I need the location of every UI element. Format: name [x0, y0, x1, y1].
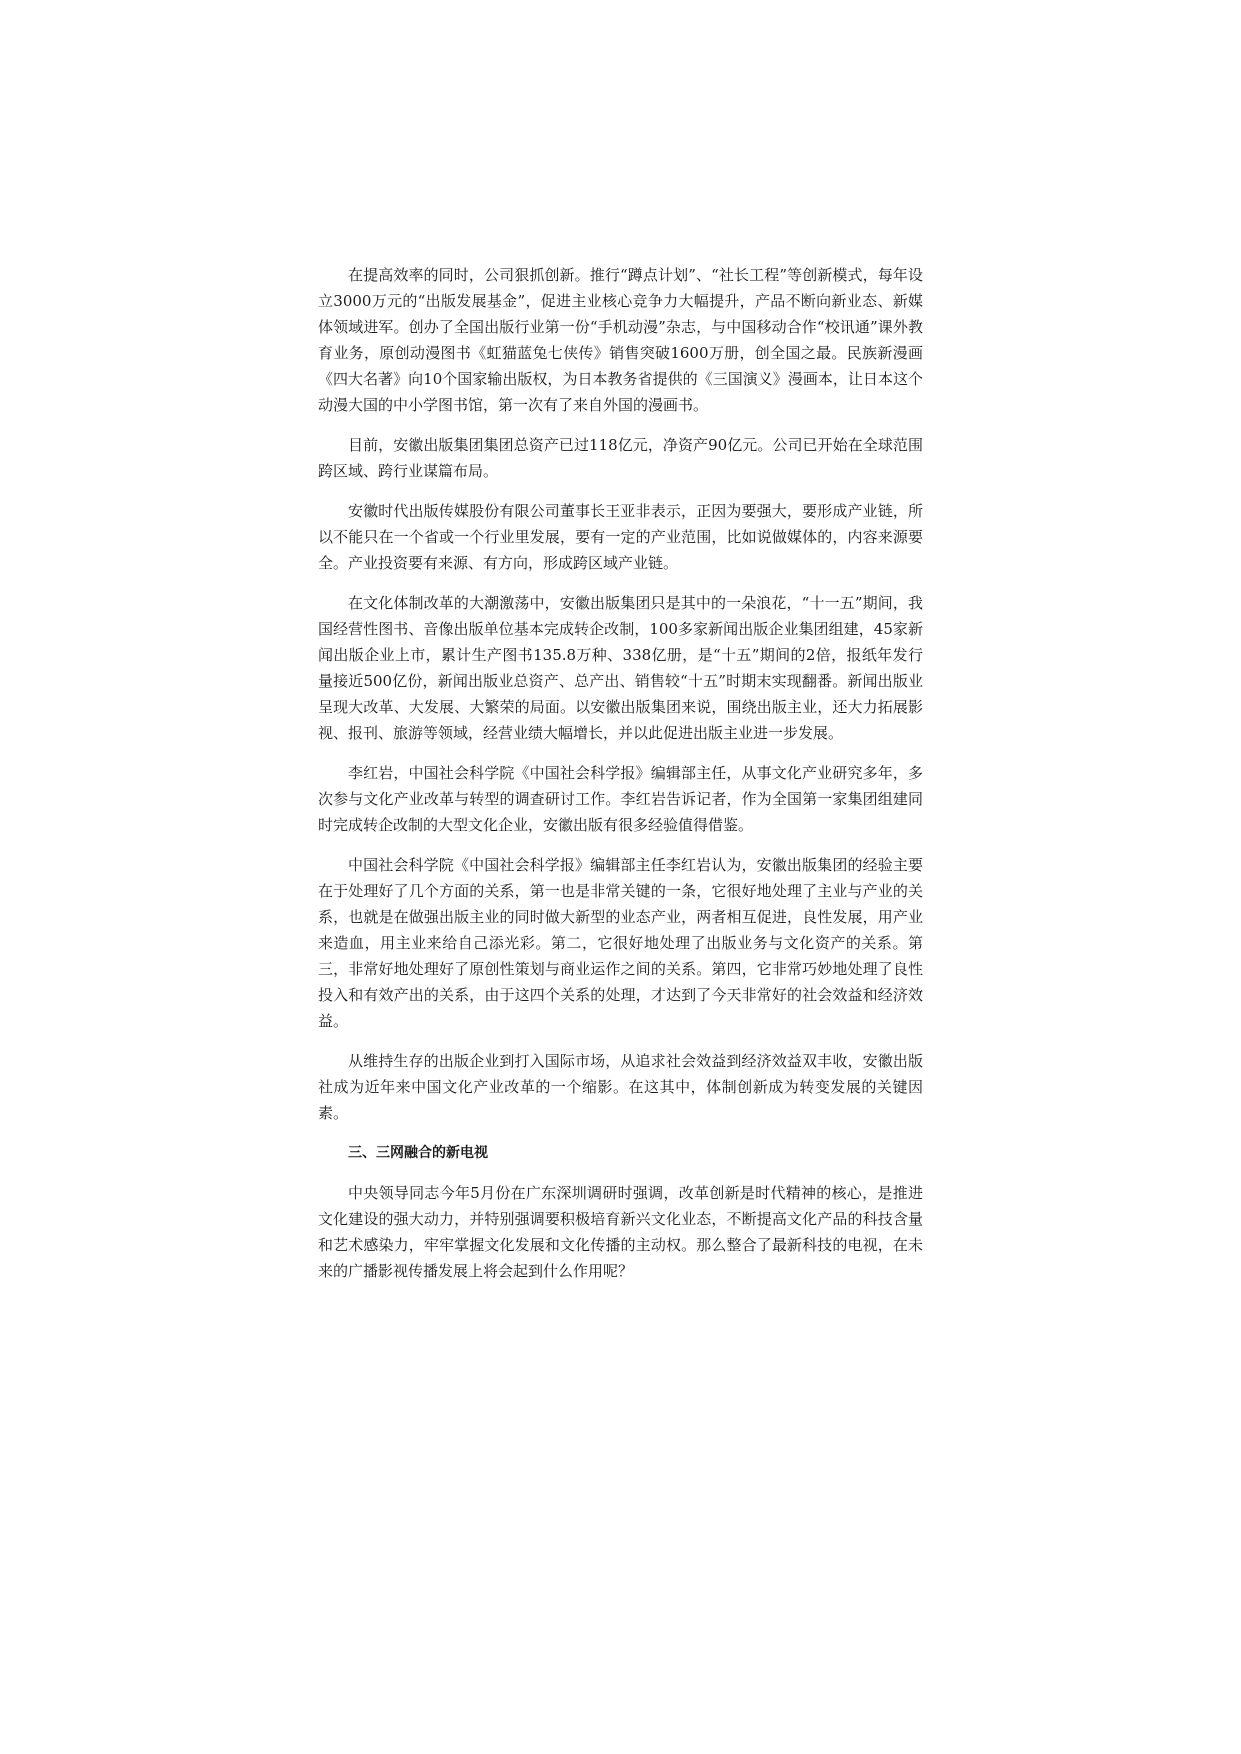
paragraph-li-hongyan-analysis: 中国社会科学院《中国社会科学报》编辑部主任李红岩认为，安徽出版集团的经验主要在于处理好了几个方面的关系，第一也是非常关键的一条，它很好地处理了主业与产业的关系，也就是在做强出版主业的同时做大新型的业态产业，两者相互促进，良性发展，用产业来造血，用主业来给自己添光彩。第二，它很好地处理了出版业务与文化资产的关系。第三，非常好地处理好了原创性策划与商业运作之间的关系。第四，它非常巧妙地处理了良性投入和有效产出的关系，由于这四个关系的处理，才达到了今天非常好的社会效益和经济效益。 [318, 856, 923, 1030]
paragraph-chairman-statement: 安徽时代出版传媒股份有限公司董事长王亚非表示，正因为要强大，要形成产业链，所以不能只在一个省或一个行业里发展，要有一定的产业范围，比如说做媒体的，内容来源要全。产业投资要有来源、有方向，形成跨区域产业链。 [318, 502, 923, 572]
section-heading: 三、三网融合的新电视 [348, 1145, 488, 1161]
paragraph-assets: 目前，安徽出版集团集团总资产已过118亿元，净资产90亿元。公司已开始在全球范围跨区域、跨行业谋篇布局。 [318, 436, 923, 480]
paragraph-summary: 从维持生存的出版企业到打入国际市场，从追求社会效益到经济效益双丰收，安徽出版社成为近年来中国文化产业改革的一个缩影。在这其中，体制创新成为转变发展的关键因素。 [318, 1052, 923, 1122]
paragraph-innovation: 在提高效率的同时，公司狠抓创新。推行“蹲点计划”、“社长工程”等创新模式，每年设立3000万元的“出版发展基金”，促进主业核心竞争力大幅提升，产品不断向新业态、新媒体领域进军。创办了全国出版行业第一份“手机动漫”杂志，与中国移动合作“校讯通”课外教育业务，原创动漫图书《虹猫蓝兔七侠传》销售突破1600万册，创全国之最。民族新漫画《四大名著》向10个国家输出版权，为日本教务省提供的《三国演义》漫画本，让日本这个动漫大国的中小学图书馆，第一次有了来自外国的漫画书。 [318, 266, 923, 414]
paragraph-new-tv: 中央领导同志今年5月份在广东深圳调研时强调，改革创新是时代精神的核心，是推进文化建设的强大动力，并特别强调要积极培育新兴文化业态，不断提高文化产品的科技含量和艺术感染力，牢牢掌握文化发展和文化传播的主动权。那么整合了最新科技的电视，在未来的广播影视传播发展上将会起到什么作用呢？ [318, 1184, 923, 1280]
paragraph-li-hongyan-intro: 李红岩，中国社会科学院《中国社会科学报》编辑部主任，从事文化产业研究多年，多次参与文化产业改革与转型的调查研讨工作。李红岩告诉记者，作为全国第一家集团组建同时完成转企改制的大型文化企业，安徽出版有很多经验值得借鉴。 [318, 764, 923, 834]
paragraph-reform-tide: 在文化体制改革的大潮激荡中，安徽出版集团只是其中的一朵浪花，“十一五”期间，我国经营性图书、音像出版单位基本完成转企改制，100多家新闻出版企业集团组建，45家新闻出版企业上市，累计生产图书135.8万种、338亿册，是“十五”期间的2倍，报纸年发行量接近500亿份，新闻出版业总资产、总产出、销售较“十五”时期末实现翻番。新闻出版业呈现大改革、大发展、大繁荣的局面。以安徽出版集团来说，围绕出版主业，还大力拓展影视、报刊、旅游等领域，经营业绩大幅增长，并以此促进出版主业进一步发展。 [318, 594, 923, 742]
document-page [318, 262, 923, 1298]
